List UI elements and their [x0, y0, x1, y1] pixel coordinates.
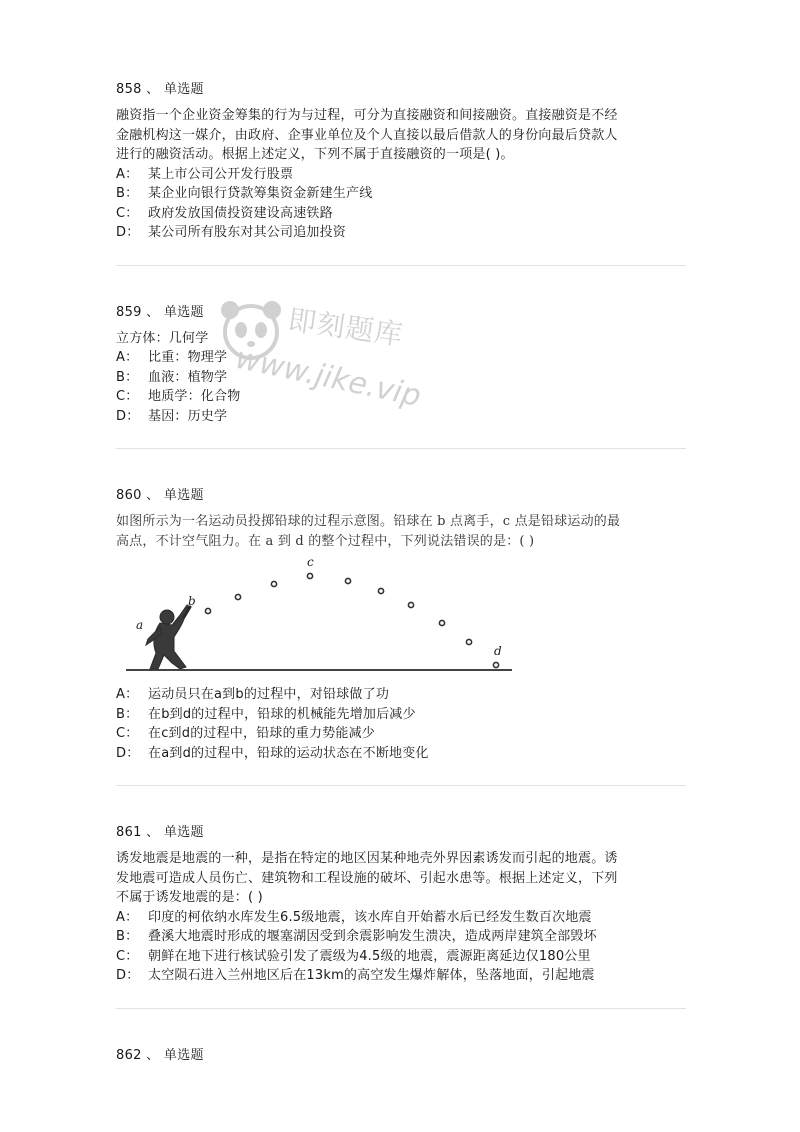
question-stem — [116, 512, 686, 551]
question-type: 单选题 — [163, 82, 204, 97]
divider — [116, 265, 686, 266]
option-text: 在b到d的过程中，铅球的机械能先增加后减少 — [148, 706, 416, 722]
option-b[interactable] — [116, 184, 686, 204]
question-860 — [116, 486, 686, 786]
question-862 — [116, 1046, 686, 1066]
question-sep: 、 — [146, 488, 160, 503]
option-text: 某上市公司公开发行股票 — [148, 166, 294, 182]
question-number: 859 — [116, 304, 142, 320]
option-c[interactable] — [116, 724, 686, 744]
option-text: 朝鲜在地下进行核试验引发了震级为4.5级的地震，震源距离延边仅180公里 — [148, 948, 591, 964]
shot-put-figure — [124, 551, 524, 681]
watermark-title: 即刻题库 — [286, 303, 406, 352]
stem-line: 融资指一个企业资金筹集的行为与过程，可分为直接融资和间接融资。直接融资是不经 — [116, 108, 618, 123]
stem-line: 进行的融资活动。根据上述定义，下列不属于直接融资的一项是( )。 — [116, 147, 514, 162]
option-c[interactable] — [116, 947, 686, 967]
option-d[interactable] — [116, 744, 686, 764]
option-text: 地质学：化合物 — [148, 389, 241, 404]
option-text: 运动员只在a到b的过程中，对铅球做了功 — [148, 687, 390, 702]
question-type: 单选题 — [163, 825, 204, 840]
question-header — [116, 80, 686, 100]
option-letter: D： — [116, 968, 140, 983]
stem-line: 高点，不计空气阻力。在 a 到 d 的整个过程中，下列说法错误的是：( ) — [116, 533, 535, 549]
option-letter: B： — [116, 706, 139, 722]
option-d[interactable] — [116, 223, 686, 243]
question-number: 858 — [116, 82, 142, 97]
question-861 — [116, 823, 686, 1009]
ball-point — [493, 662, 498, 667]
option-letter: A： — [116, 687, 139, 702]
option-letter: C： — [116, 726, 139, 741]
option-text: 比重：物理学 — [148, 350, 228, 365]
option-a[interactable] — [116, 908, 686, 928]
question-stem — [116, 849, 686, 908]
option-a[interactable] — [116, 165, 686, 185]
shot-put-diagram — [124, 551, 524, 681]
ball-point — [408, 602, 413, 607]
stem-line: 发地震可造成人员伤亡、建筑物和工程设施的破坏、引起水患等。根据上述定义，下列 — [116, 870, 618, 886]
option-letter: B： — [116, 929, 139, 944]
option-a[interactable] — [116, 685, 686, 705]
option-b[interactable] — [116, 927, 686, 947]
stem-line: 立方体：几何学 — [116, 330, 209, 346]
ball-point — [345, 578, 350, 583]
option-letter: D： — [116, 745, 140, 761]
ball-point — [466, 639, 471, 644]
athlete-figure — [146, 605, 190, 669]
divider — [116, 785, 686, 786]
option-letter: C： — [116, 205, 139, 221]
question-number: 860 — [116, 488, 142, 503]
option-letter: C： — [116, 389, 139, 404]
option-text: 在a到d的过程中，铅球的运动状态在不断地变化 — [148, 745, 429, 761]
option-text: 某公司所有股东对其公司追加投资 — [148, 225, 347, 240]
divider — [116, 448, 686, 449]
point-label-c: c — [307, 555, 314, 569]
question-type: 单选题 — [163, 488, 204, 503]
option-b[interactable] — [116, 705, 686, 725]
option-letter: B： — [116, 369, 139, 385]
question-number: 862 — [116, 1047, 142, 1063]
stem-line: 诱发地震是地震的一种，是指在特定的地区因某种地壳外界因素诱发而引起的地震。诱 — [116, 851, 618, 866]
option-text: 叠溪大地震时形成的堰塞湖因受到余震影响发生溃决，造成两岸建筑全部毁坏 — [148, 929, 597, 944]
option-letter: A： — [116, 350, 139, 365]
option-text: 基因：历史学 — [148, 408, 228, 424]
ball-point — [307, 573, 312, 578]
point-label-a: a — [136, 618, 144, 632]
option-letter: C： — [116, 948, 139, 964]
question-859 — [116, 303, 686, 450]
question-type: 单选题 — [163, 304, 204, 320]
point-label-d: d — [494, 644, 502, 658]
trajectory — [205, 573, 498, 667]
question-header — [116, 823, 686, 843]
option-c[interactable] — [116, 204, 686, 224]
watermark-url: www.jike.vip — [232, 340, 424, 415]
option-letter: D： — [116, 408, 140, 424]
ball-point — [378, 588, 383, 593]
option-letter: A： — [116, 166, 139, 182]
option-text: 政府发放国债投资建设高速铁路 — [148, 205, 333, 221]
stem-line: 金融机构这一媒介，由政府、企事业单位及个人直接以最后借款人的身份向最后贷款人 — [116, 127, 618, 143]
option-letter: A： — [116, 909, 139, 925]
option-letter: D： — [116, 225, 140, 240]
option-c[interactable] — [116, 387, 686, 407]
question-sep: 、 — [146, 1047, 160, 1063]
ball-point — [205, 608, 210, 613]
question-list — [116, 80, 686, 1072]
question-sep: 、 — [146, 825, 160, 840]
stem-line: 不属于诱发地震的是：( ) — [116, 890, 263, 905]
point-label-b: b — [188, 594, 196, 608]
question-stem — [116, 329, 686, 349]
question-header — [116, 1046, 686, 1066]
question-stem — [116, 106, 686, 165]
option-a[interactable] — [116, 348, 686, 368]
option-b[interactable] — [116, 368, 686, 388]
stem-line: 如图所示为一名运动员投掷铅球的过程示意图。铅球在 b 点离手，c 点是铅球运动的最 — [116, 514, 621, 529]
option-d[interactable] — [116, 407, 686, 427]
question-number: 861 — [116, 825, 142, 840]
question-sep: 、 — [146, 82, 160, 97]
option-d[interactable] — [116, 966, 686, 986]
ball-point — [271, 581, 276, 586]
option-text: 印度的柯依纳水库发生6.5级地震，该水库自开始蓄水后已经发生数百次地震 — [148, 909, 592, 925]
option-text: 某企业向银行贷款筹集资金新建生产线 — [148, 186, 373, 201]
option-text: 太空陨石进入兰州地区后在13km的高空发生爆炸解体，坠落地面，引起地震 — [148, 968, 595, 983]
question-header — [116, 486, 686, 506]
divider — [116, 1008, 686, 1009]
question-sep: 、 — [146, 304, 160, 320]
option-letter: B： — [116, 186, 139, 201]
question-type: 单选题 — [163, 1047, 204, 1063]
ball-point — [439, 620, 444, 625]
option-text: 血液：植物学 — [148, 369, 228, 385]
question-858 — [116, 80, 686, 266]
ball-point — [235, 594, 240, 599]
question-header — [116, 303, 686, 323]
option-text: 在c到d的过程中，铅球的重力势能减少 — [148, 726, 375, 741]
